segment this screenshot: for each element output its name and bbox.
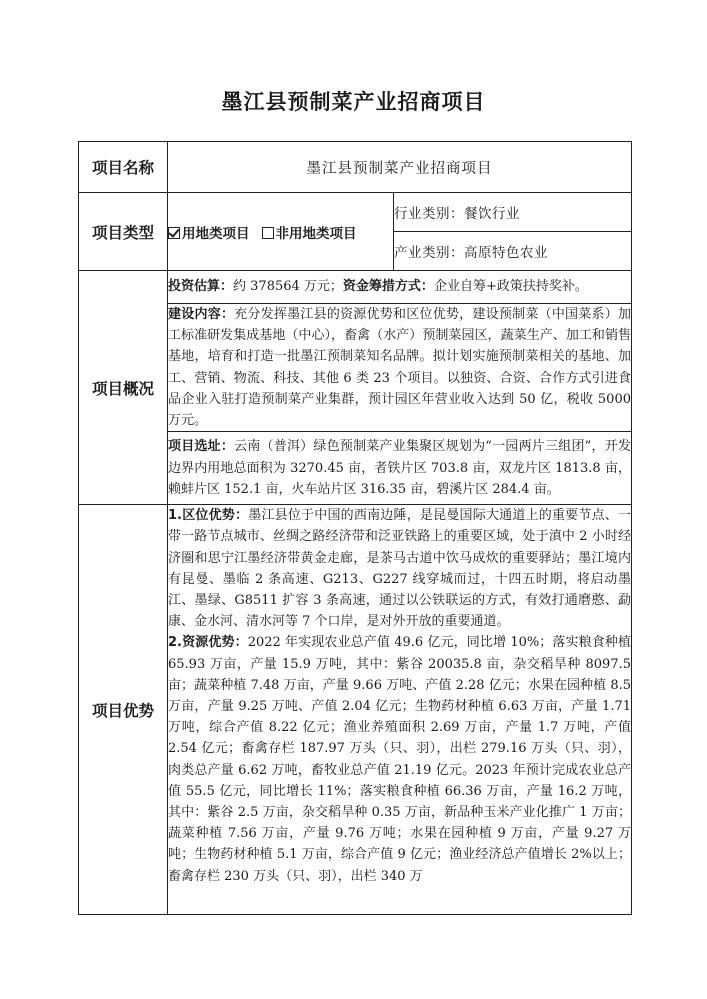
project-type-options <box>168 193 394 271</box>
investment-label: 投资估算： <box>168 279 234 295</box>
location-advantage-value: 墨江县位于中国的西南边陲，是昆曼国际大通道上的重要节点、一带一路节点城市、丝绸之路经济带和泛亚铁路上的重要区域，处于滇中 2 小时经济圈和思宁江墨经济带黄金走廊，是茶马古道中饮马成炊的重要驿站；墨江境内有昆曼、墨临 2 条高速、G213、G227 线穿城而过，十四五时期，将启动墨江、墨绿、G8511 扩容 3 条高速，通过以公铁联运的方式，有效打通磨憨、勐康、金水河、清水河等 7 个口岸，是对外开放的重要通道。 <box>168 508 631 630</box>
project-table <box>78 141 632 915</box>
project-advantages-label: 项目优势 <box>79 505 168 915</box>
checkbox-non-land-project[interactable] <box>262 227 274 239</box>
resource-advantage-value: 2022 年实现农业总产值 49.6 亿元，同比增 10%；落实粮食种植 65.93 万亩，产量 15.9 万吨，其中：紫谷 20035.8 亩，杂交稻旱种 8097.5 亩；蔬菜种植 7.48 万亩，产量 9.66 万吨、产值 2.28 亿元；水果在园种植 8.5 万亩，产量 9.25 万吨、产值 2.04 亿元；生物药材种植 6.63 万亩，产量 1.71 万吨，综合产值 8.22 亿元；渔业养殖面积 2.69 万亩，产量 1.7 万吨，产值 2.54 亿元；畜禽存栏 187.97 万头（只、羽），出栏 279.16 万头（只、羽），肉类总产量 6.62 万吨，畜牧业总产值 21.19 亿元。2023 年预计完成农业总产值 55.5 亿元，同比增长 11%；落实粮食种植 66.36 万亩，产量 16.2 万吨，其中：紫谷 2.5 万亩，杂交稻旱种 0.35 万亩，新品种玉米产业化推广 1 万亩；蔬菜种植 7.56 万亩，产量 9.76 万吨；水果在园种植 9 万亩，产量 9.27 万吨；生物药材种植 5.1 万亩，综合产值 9 亿元；渔业经济总产值增长 2%以上；畜禽存栏 230 万头（只、羽），出栏 340 万 <box>168 635 631 884</box>
project-overview-label: 项目概况 <box>79 271 168 505</box>
advantages-cell <box>168 505 632 915</box>
location-advantage-label: 1.区位优势： <box>168 508 249 524</box>
sector-category: 产业类别：高原特色农业 <box>394 232 632 271</box>
document-title: 墨江县预制菜产业招商项目 <box>221 90 486 114</box>
resource-advantage-label: 2.资源优势： <box>168 635 248 651</box>
project-name-value: 墨江县预制菜产业招商项目 <box>168 142 632 193</box>
construction-cell <box>168 304 632 432</box>
project-type-label: 项目类型 <box>79 193 168 271</box>
construction-label: 建设内容： <box>168 307 235 322</box>
option-land-project: 用地类项目 <box>182 225 250 242</box>
option-non-land-project: 非用地类项目 <box>275 225 357 242</box>
construction-value: 充分发挥墨江县的资源优势和区位优势，建设预制菜（中国菜系）加工标准研发集成基地（中心），畜禽（水产）预制菜园区，蔬菜生产、加工和销售基地，培育和打造一批墨江预制菜知名品牌。拟计划实施预制菜相关的基地、加工、营销、物流、科技、其他 6 类 23 个项目。以独资、合资、合作方式引进食品企业入驻打造预制菜产业集群，预计园区年营业收入达到 50 亿，税收 5000 万元。 <box>168 307 631 429</box>
project-name-label: 项目名称 <box>79 142 168 193</box>
row-project-name <box>79 142 632 193</box>
row-investment <box>79 271 632 304</box>
industry-category: 行业类别：餐饮行业 <box>394 193 632 232</box>
row-project-type <box>79 193 632 232</box>
site-label: 项目选址： <box>168 439 235 455</box>
investment-cell <box>168 271 632 304</box>
site-value: 云南（普洱）绿色预制菜产业集聚区规划为“一园两片三组团”，开发边界内用地总面积为 3270.45 亩，者铁片区 703.8 亩，双龙片区 1813.8 亩，赖蚌片区 152.1 亩，火车站片区 316.35 亩，碧溪片区 284.4 亩。 <box>168 439 631 497</box>
checkbox-land-project[interactable] <box>168 227 180 239</box>
funding-value: 企业自筹+政策扶持奖补。 <box>433 279 588 295</box>
row-advantages <box>79 505 632 915</box>
funding-label: 资金筹措方式： <box>342 279 434 295</box>
site-cell <box>168 432 632 505</box>
investment-value: 约 378564 万元； <box>233 279 343 295</box>
